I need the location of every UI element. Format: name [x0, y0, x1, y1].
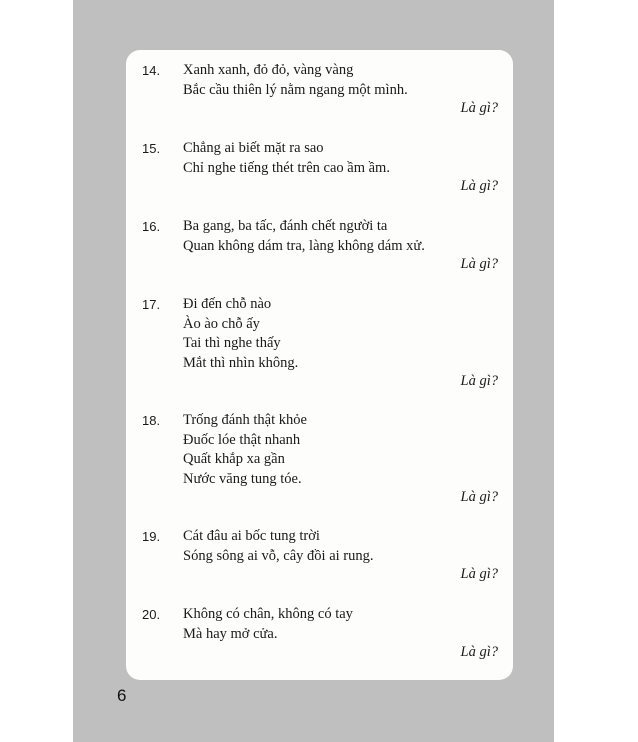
riddle-line: Bắc cầu thiên lý nằm ngang một mình.	[183, 81, 408, 98]
riddle-card	[126, 50, 513, 680]
riddle-number: 20.	[142, 607, 161, 622]
riddle-text	[183, 605, 353, 644]
riddle-text	[183, 217, 425, 256]
riddle-line: Đuốc lóe thật nhanh	[183, 431, 301, 448]
riddle-number: 15.	[142, 141, 161, 156]
riddle-line: Trống đánh thật khỏe	[183, 412, 307, 428]
riddle-line: Quất khắp xa gần	[183, 451, 285, 467]
book-page	[73, 0, 554, 742]
riddle-answer-prompt: Là gì?	[460, 178, 498, 194]
riddle-answer-prompt: Là gì?	[460, 644, 498, 660]
riddle-line: Tai thì nghe thấy	[183, 335, 281, 351]
riddle-answer-prompt: Là gì?	[460, 373, 498, 389]
riddle-number: 18.	[142, 413, 161, 428]
riddle-line: Quan không dám tra, làng không dám xử.	[183, 237, 425, 254]
riddle-line: Xanh xanh, đỏ đỏ, vàng vàng	[183, 62, 354, 78]
riddle-number: 14.	[142, 63, 161, 78]
riddle-line: Cát đâu ai bốc tung trời	[183, 528, 320, 544]
riddle-text	[183, 295, 298, 373]
riddle-line: Mà hay mở cửa.	[183, 625, 278, 642]
riddle-text	[183, 411, 307, 489]
riddle-line: Nước văng tung tóe.	[183, 470, 302, 487]
riddle-answer-prompt: Là gì?	[460, 566, 498, 582]
riddle-number: 16.	[142, 219, 161, 234]
riddle-text	[183, 61, 408, 100]
riddle-line: Không có chân, không có tay	[183, 606, 353, 622]
riddle-line: Ba gang, ba tấc, đánh chết người ta	[183, 218, 388, 234]
riddle-text	[183, 139, 390, 178]
riddle-number: 19.	[142, 529, 161, 544]
page-number: 6	[117, 686, 127, 705]
riddle-line: Ào ào chỗ ấy	[183, 315, 260, 332]
riddle-line: Mắt thì nhìn không.	[183, 354, 299, 371]
riddle-number: 17.	[142, 297, 161, 312]
riddle-text	[183, 527, 374, 566]
riddle-answer-prompt: Là gì?	[460, 489, 498, 505]
riddle-line: Chỉ nghe tiếng thét trên cao ầm ầm.	[183, 159, 390, 176]
riddle-line: Chẳng ai biết mặt ra sao	[183, 140, 324, 156]
riddle-line: Sóng sông ai vỗ, cây đồi ai rung.	[183, 547, 374, 564]
riddle-answer-prompt: Là gì?	[460, 100, 498, 116]
riddle-answer-prompt: Là gì?	[460, 256, 498, 272]
riddle-line: Đi đến chỗ nào	[183, 296, 272, 312]
